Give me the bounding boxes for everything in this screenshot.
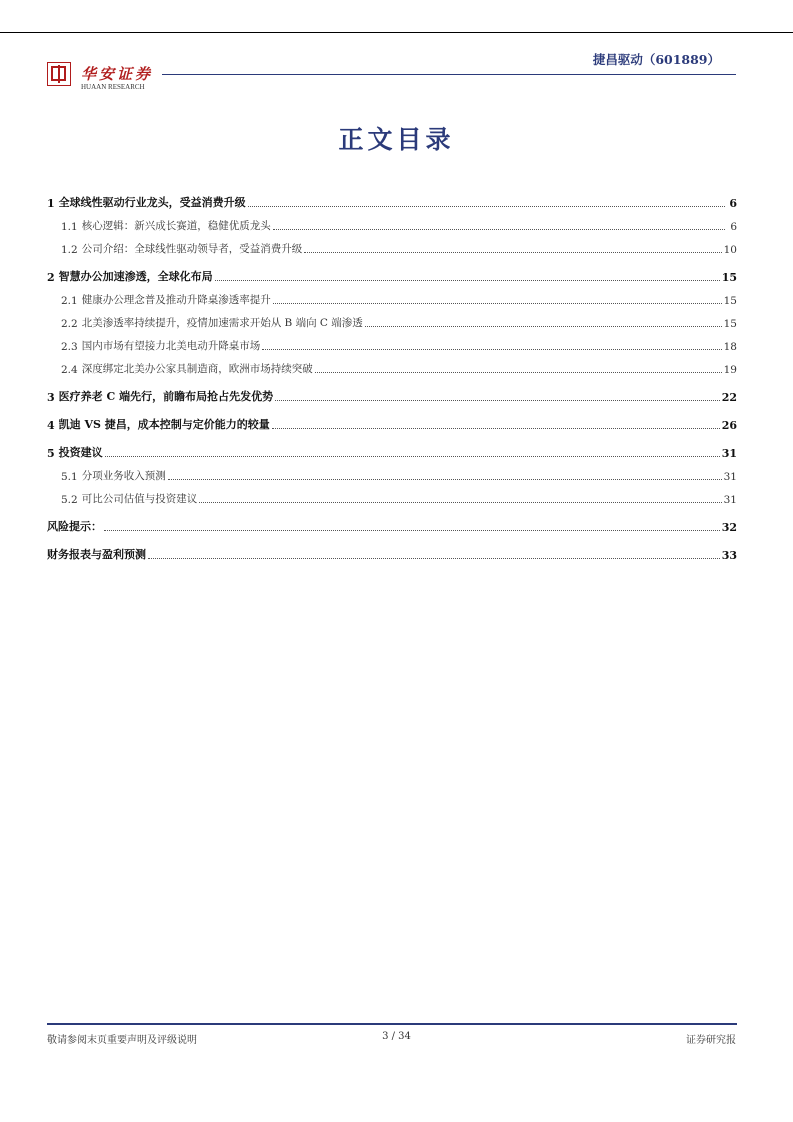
logo-name: 华安证券 [81, 65, 154, 83]
toc-entry-title: 国内市场有望接力北美电动升降桌市场 [81, 340, 261, 352]
toc-entry-number: 5 [47, 447, 55, 460]
footer-report-type: 证券研究报 [686, 1035, 736, 1046]
toc-entry-page: 31 [723, 471, 737, 483]
toc-entry-page: 31 [721, 447, 737, 460]
toc-entry-page: 22 [721, 391, 737, 404]
toc-entry[interactable] [47, 284, 737, 307]
toc-dot-leader [105, 455, 720, 457]
toc-dot-leader [273, 302, 722, 304]
toc-entry-title: 医疗养老 C 端先行，前瞻布局抢占先发优势 [58, 390, 274, 403]
toc-entry-title: 健康办公理念普及推动升降桌渗透率提升 [81, 294, 271, 306]
page-title: 正文目录 [338, 125, 455, 154]
footer-disclaimer: 敬请参阅末页重要声明及评级说明 [47, 1035, 197, 1046]
toc-entry[interactable] [47, 261, 737, 284]
toc-dot-leader [273, 228, 725, 230]
toc-entry-number: 1.2 [61, 244, 78, 256]
toc-entry[interactable] [47, 233, 737, 256]
toc-entry-page: 18 [723, 341, 737, 353]
footer-rule [47, 1023, 737, 1025]
toc-entry-number: 2.4 [61, 364, 78, 376]
toc-dot-leader [168, 478, 722, 480]
toc-entry-title: 公司介绍：全球线性驱动领导者，受益消费升级 [81, 243, 303, 255]
toc-entry-number: 2.2 [61, 318, 78, 330]
toc-entry-page: 19 [723, 364, 737, 376]
toc-dot-leader [248, 205, 725, 207]
toc-entry-number: 5.1 [61, 471, 78, 483]
toc-entry-number: 2 [47, 271, 55, 284]
toc-entry-number: 2.1 [61, 295, 78, 307]
toc-entry[interactable] [47, 409, 737, 432]
toc-entry-title: 投资建议 [58, 446, 103, 459]
toc-entry-page: 32 [721, 521, 737, 534]
toc-entry-title: 财务报表与盈利预测 [47, 548, 146, 561]
toc-entry-page: 33 [721, 549, 737, 562]
company-logo [47, 62, 157, 94]
toc-dot-leader [148, 557, 720, 559]
toc-dot-leader [315, 371, 722, 373]
toc-entry[interactable] [47, 330, 737, 353]
logo-seal-icon [47, 62, 71, 86]
toc-entry-number: 3 [47, 391, 55, 404]
toc-entry-number: 2.3 [61, 341, 78, 353]
toc-dot-leader [275, 399, 720, 401]
toc-entry-title: 北美渗透率持续提升，疫情加速需求开始从 B 端向 C 端渗透 [81, 317, 363, 329]
toc-entry[interactable] [47, 353, 737, 376]
toc-entry[interactable] [47, 460, 737, 483]
toc-dot-leader [215, 279, 720, 281]
toc-entry-page: 15 [721, 271, 737, 284]
toc-entry[interactable] [47, 511, 737, 534]
toc-entry-number: 1.1 [61, 221, 78, 233]
top-rule [0, 32, 793, 33]
toc-entry-page: 10 [723, 244, 737, 256]
toc-entry-title: 智慧办公加速渗透，全球化布局 [58, 270, 213, 283]
table-of-contents [47, 187, 737, 562]
toc-entry[interactable] [47, 437, 737, 460]
toc-entry[interactable] [47, 307, 737, 330]
toc-entry-page: 26 [721, 419, 737, 432]
toc-entry-page: 6 [729, 197, 737, 210]
page-number: 3 / 34 [382, 1031, 411, 1042]
toc-entry-title: 凯迪 VS 捷昌，成本控制与定价能力的较量 [58, 418, 270, 431]
toc-dot-leader [365, 325, 722, 327]
toc-entry[interactable] [47, 483, 737, 506]
toc-entry[interactable] [47, 210, 737, 233]
report-header-title: 捷昌驱动（601889） [592, 52, 720, 67]
toc-entry[interactable] [47, 381, 737, 404]
toc-entry-page: 31 [723, 494, 737, 506]
toc-entry-number: 4 [47, 419, 55, 432]
toc-entry-page: 15 [723, 318, 737, 330]
toc-entry-title: 深度绑定北美办公家具制造商，欧洲市场持续突破 [81, 363, 313, 375]
toc-entry-number: 1 [47, 197, 55, 210]
toc-entry-title: 分项业务收入预测 [81, 470, 166, 482]
toc-entry-title: 风险提示： [47, 520, 102, 533]
toc-entry-page: 6 [730, 221, 737, 233]
toc-entry[interactable] [47, 539, 737, 562]
logo-subtitle: HUAAN RESEARCH [81, 83, 145, 91]
toc-dot-leader [104, 529, 720, 531]
toc-entry[interactable] [47, 187, 737, 210]
toc-entry-title: 全球线性驱动行业龙头，受益消费升级 [58, 196, 246, 209]
toc-entry-title: 核心逻辑：新兴成长赛道，稳健优质龙头 [81, 220, 271, 232]
toc-dot-leader [199, 501, 721, 503]
header-rule [162, 74, 736, 75]
toc-entry-number: 5.2 [61, 494, 78, 506]
toc-entry-title: 可比公司估值与投资建议 [81, 493, 198, 505]
toc-dot-leader [272, 427, 720, 429]
toc-dot-leader [262, 348, 721, 350]
toc-entry-page: 15 [723, 295, 737, 307]
toc-dot-leader [304, 251, 721, 253]
